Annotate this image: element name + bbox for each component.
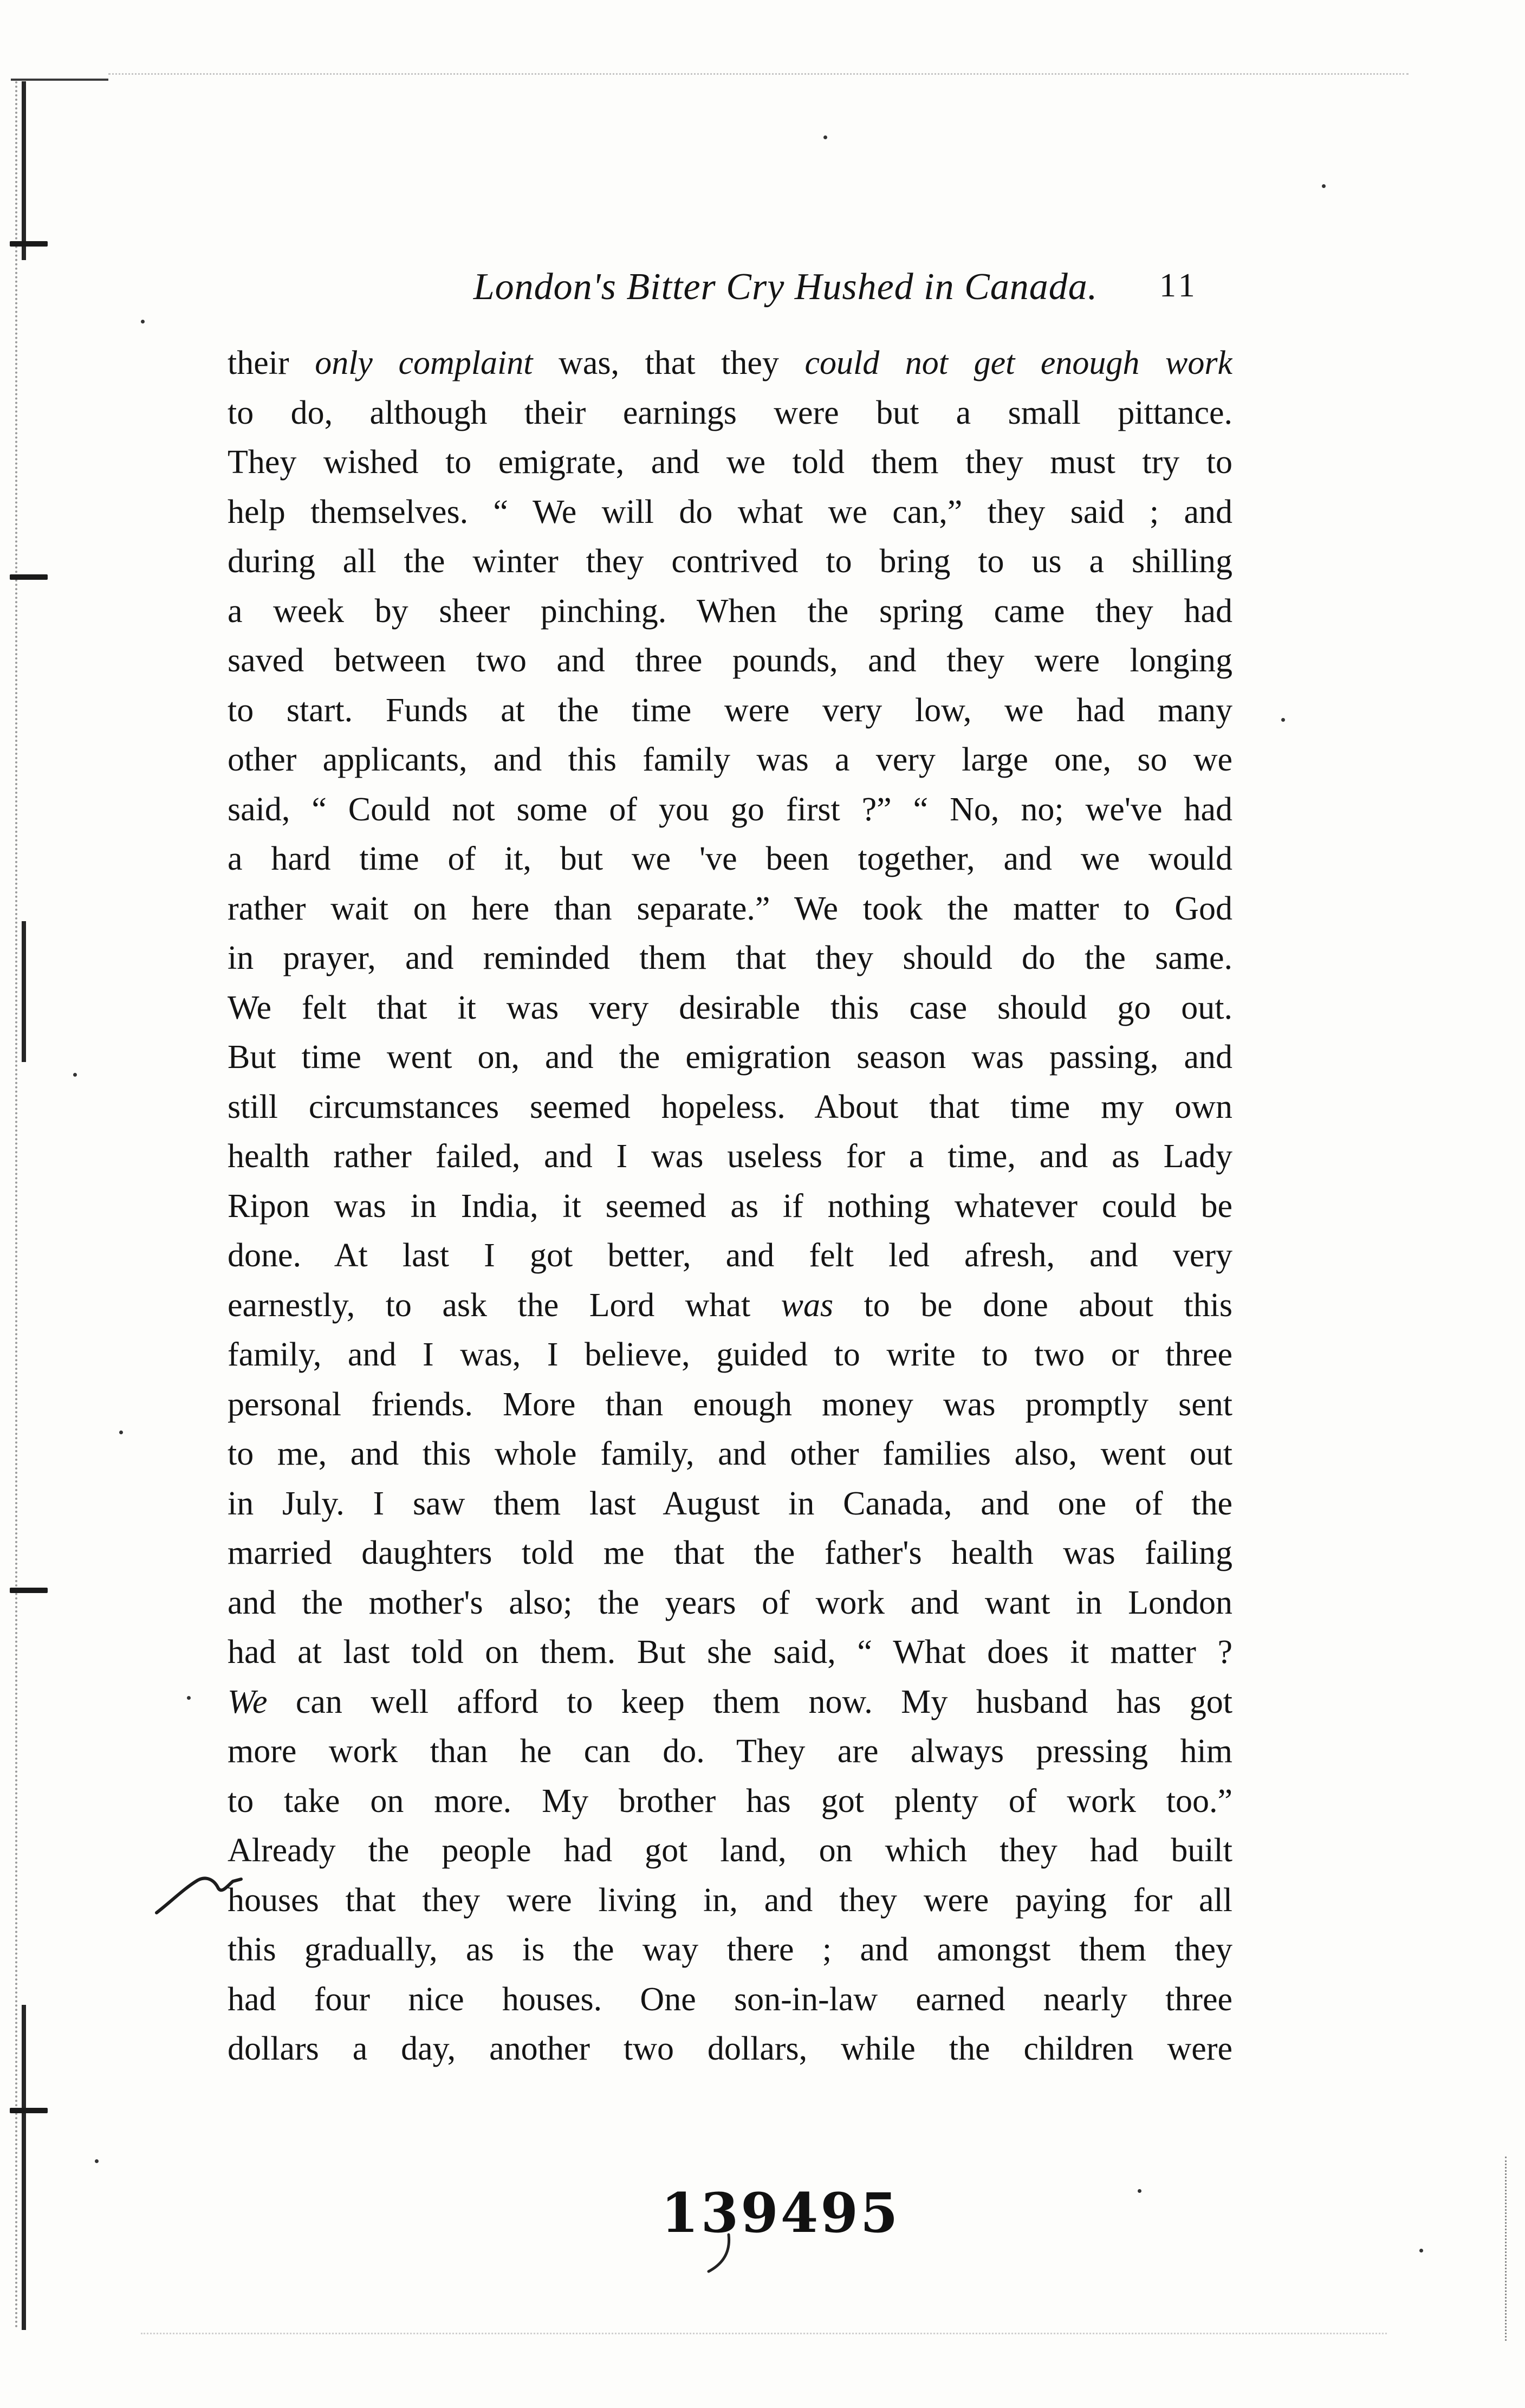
speck (823, 135, 827, 139)
text-line (228, 834, 1232, 884)
speck (1322, 184, 1326, 188)
text-run: this gradually, as is the way there ; and amongst them they (228, 1931, 1232, 1968)
text-run: family, and I was, I believe, guided to write to two or three (228, 1336, 1232, 1373)
text-line (228, 1777, 1232, 1827)
italic-text: We (228, 1683, 268, 1720)
text-run: houses that they were living in, and they were paying for all (228, 1881, 1232, 1919)
body-text (228, 339, 1232, 2074)
text-run: to do, although their earnings were but a small pittance. (228, 394, 1232, 431)
speck (119, 1430, 123, 1434)
speck (1281, 718, 1285, 722)
text-run: earnestly, to ask the Lord what (228, 1286, 781, 1324)
text-line (228, 1826, 1232, 1876)
text-run: personal friends. More than enough money was promptly sent (228, 1386, 1232, 1423)
italic-text: could not get enough work (804, 345, 1232, 381)
binding-mark (10, 2108, 48, 2113)
text-line (228, 636, 1232, 686)
text-run: rather wait on here than separate.” We took the matter to God (228, 890, 1232, 927)
speck (187, 1696, 191, 1700)
scan-edge-right (1505, 2157, 1509, 2341)
text-run: still circumstances seemed hopeless. About that time my own (228, 1088, 1232, 1125)
text-line (228, 1578, 1232, 1628)
text-line (228, 2024, 1232, 2074)
text-run: a hard time of it, but we 've been together, and we would (228, 840, 1232, 877)
text-run: married daughters told me that the father's health was failing (228, 1535, 1232, 1571)
text-line (228, 1727, 1232, 1777)
text-run: They wished to emigrate, and we told them they must try to (228, 444, 1232, 481)
speck (141, 320, 145, 323)
binding-corner-mark (11, 79, 108, 81)
text-run: during all the winter they contrived to bring to us a shilling (228, 543, 1232, 580)
speck (1138, 2189, 1141, 2193)
speck (95, 2159, 99, 2163)
text-line (228, 785, 1232, 835)
italic-text: only complaint (315, 345, 533, 381)
text-line (228, 1380, 1232, 1430)
text-line (228, 587, 1232, 637)
text-line (228, 735, 1232, 785)
page-number: 11 (1159, 267, 1198, 304)
text-line (228, 389, 1232, 438)
text-line (228, 1231, 1232, 1281)
binding-mark (10, 241, 48, 247)
text-run: and the mother's also; the years of work and want in London (228, 1584, 1232, 1621)
margin-squiggle-icon (154, 1869, 246, 1918)
text-line (228, 537, 1232, 587)
text-run: help themselves. “ We will do what we can,” they said ; and (228, 493, 1232, 530)
text-line (228, 1529, 1232, 1578)
text-run: Already the people had got land, on which they had built (228, 1832, 1232, 1869)
text-run: But time went on, and the emigration season was passing, and (228, 1039, 1232, 1076)
text-run: a week by sheer pinching. When the spring came they had (228, 592, 1232, 630)
text-line (228, 1083, 1232, 1132)
text-run: to take on more. My brother has got plenty of work too.” (228, 1782, 1232, 1820)
binding-mark (10, 1588, 48, 1593)
text-run: had at last told on them. But she said, “ What does it matter ? (228, 1634, 1232, 1671)
text-run: more work than he can do. They are always pressing him (228, 1733, 1232, 1770)
text-run: health rather failed, and I was useless for a time, and as Lady (228, 1138, 1232, 1175)
text-run: done. At last I got better, and felt led afresh, and very (228, 1237, 1232, 1274)
text-run: to be done about this (833, 1286, 1232, 1324)
running-title: London's Bitter Cry Hushed in Canada. (473, 266, 1098, 308)
text-line (228, 1132, 1232, 1182)
speck (1419, 2249, 1423, 2252)
binding-edge (15, 81, 21, 2330)
text-line (228, 488, 1232, 538)
text-run: Ripon was in India, it seemed as if nothing whatever could be (228, 1187, 1232, 1225)
text-line (228, 1479, 1232, 1529)
text-run: We felt that it was very desirable this case should go out. (228, 989, 1232, 1026)
binding-bar (22, 81, 26, 260)
speck (73, 1073, 77, 1077)
text-line (228, 1678, 1232, 1727)
text-line (228, 438, 1232, 488)
text-line (228, 1975, 1232, 2025)
text-run: said, “ Could not some of you go first ?” “ No, no; we've had (228, 791, 1232, 828)
text-line (228, 1429, 1232, 1479)
text-run: other applicants, and this family was a very large one, so we (228, 741, 1232, 778)
text-run: in July. I saw them last August in Canada, and one of the (228, 1485, 1232, 1522)
text-run: had four nice houses. One son-in-law earned nearly three (228, 1980, 1232, 2018)
text-line (228, 1628, 1232, 1678)
text-line (228, 934, 1232, 983)
stamp-tick-icon (704, 2232, 737, 2276)
binding-bar (22, 921, 26, 1062)
text-line (228, 686, 1232, 736)
text-line (228, 1876, 1232, 1926)
text-run: was, that they (533, 345, 805, 381)
text-line (228, 1182, 1232, 1232)
text-line (228, 1281, 1232, 1331)
text-line (228, 1925, 1232, 1975)
binding-mark (10, 574, 48, 580)
binding-bar (22, 2005, 26, 2330)
italic-text: was (781, 1286, 834, 1324)
scan-edge-top (108, 73, 1409, 75)
text-line (228, 1330, 1232, 1380)
library-stamp-number: 139495 (661, 2181, 900, 2245)
text-line (228, 983, 1232, 1033)
text-run: to start. Funds at the time were very low, we had many (228, 691, 1232, 729)
text-run: in prayer, and reminded them that they should do the same. (228, 940, 1232, 976)
text-run: to me, and this whole family, and other families also, went out (228, 1435, 1232, 1472)
text-line (228, 1033, 1232, 1083)
text-run: saved between two and three pounds, and they were longing (228, 642, 1232, 679)
text-line (228, 339, 1232, 389)
text-run: their (228, 345, 315, 381)
text-run: dollars a day, another two dollars, while the children were (228, 2030, 1232, 2067)
scan-edge-bottom (141, 2333, 1387, 2334)
text-run: can well afford to keep them now. My husband has got (267, 1683, 1232, 1720)
text-line (228, 884, 1232, 934)
